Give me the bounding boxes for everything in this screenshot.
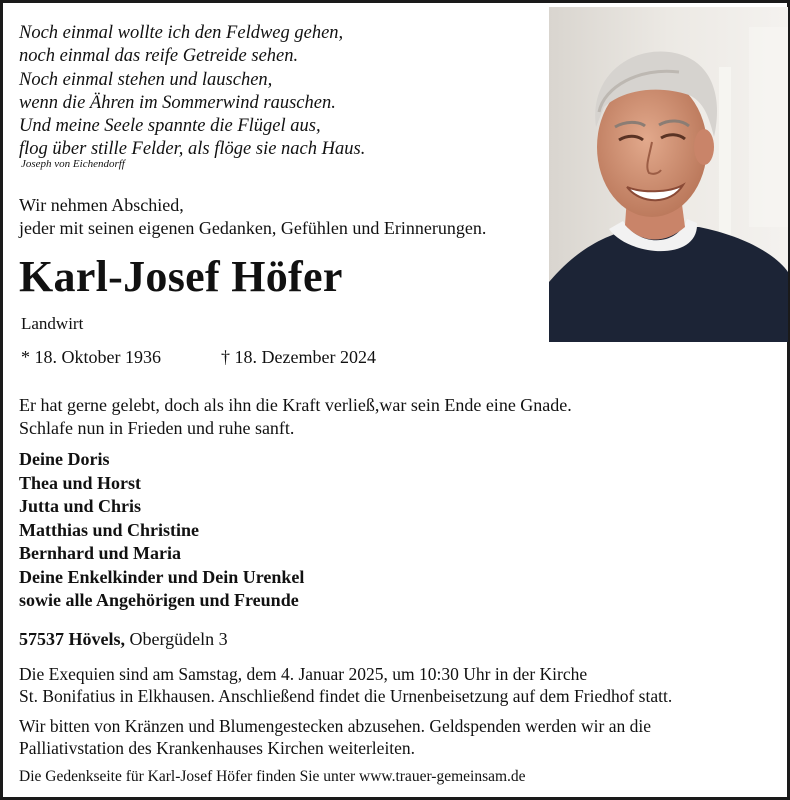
farewell-line: jeder mit seinen eigenen Gedanken, Gefühlen und Erinnerungen. [19, 218, 487, 238]
poem-line: noch einmal das reife Getreide sehen. [19, 46, 299, 67]
mourner: Deine Doris [19, 449, 110, 469]
poem [19, 22, 365, 162]
service-line: Die Exequien sind am Samstag, dem 4. Januar 2025, um 10:30 Uhr in der Kirche [19, 664, 588, 684]
poem-line: Und meine Seele spannte die Flügel aus, [19, 116, 321, 137]
donation-request [19, 715, 651, 759]
closing-statement [19, 394, 572, 440]
mourner: Matthias und Christine [19, 519, 200, 540]
mourner: sowie alle Angehörigen und Freunde [19, 590, 299, 610]
service-info [19, 663, 672, 707]
deceased-name: Karl-Josef Höfer [19, 252, 343, 301]
statement-line: Er hat gerne gelebt, doch als ihn die Kraft verließ,war sein Ende eine Gnade. [19, 395, 572, 415]
service-line: St. Bonifatius in Elkhausen. Anschließend findet die Urnenbeisetzung auf dem Friedhof statt. [19, 686, 673, 706]
poem-line: Noch einmal wollte ich den Feldweg gehen, [19, 23, 344, 43]
mourner: Thea und Horst [19, 472, 142, 493]
address-city: 57537 Hövels, [19, 629, 125, 649]
mourner: Jutta und Chris [19, 496, 142, 516]
occupation: Landwirt [21, 314, 84, 333]
mourners-list [19, 448, 304, 613]
farewell-line: Wir nehmen Abschied, [19, 195, 184, 215]
mourner: Deine Enkelkinder und Dein Urenkel [19, 566, 305, 587]
death-date: † 18. Dezember 2024 [221, 347, 376, 367]
poem-line: wenn die Ähren im Sommerwind rauschen. [19, 92, 336, 113]
statement-line: Schlafe nun in Frieden und ruhe sanft. [19, 418, 295, 438]
poem-line: flog über stille Felder, als flöge sie nach Haus. [19, 139, 366, 160]
farewell-text [19, 194, 486, 240]
portrait-image [549, 7, 788, 342]
poem-line: Noch einmal stehen und lauschen, [19, 69, 273, 90]
mourner: Bernhard und Maria [19, 543, 182, 563]
request-line: Palliativstation des Krankenhauses Kirchen weiterleiten. [19, 738, 416, 758]
poem-author: Joseph von Eichendorff [21, 158, 125, 170]
portrait-photo [549, 7, 788, 342]
memorial-page-note: Die Gedenkseite für Karl-Josef Höfer finden Sie unter www.trauer-gemeinsam.de [19, 768, 526, 785]
address-street: Obergüdeln 3 [125, 629, 228, 649]
address [19, 629, 228, 650]
request-line: Wir bitten von Kränzen und Blumengestecken abzusehen. Geldspenden werden wir an die [19, 716, 651, 736]
birth-date: * 18. Oktober 1936 [21, 347, 161, 367]
